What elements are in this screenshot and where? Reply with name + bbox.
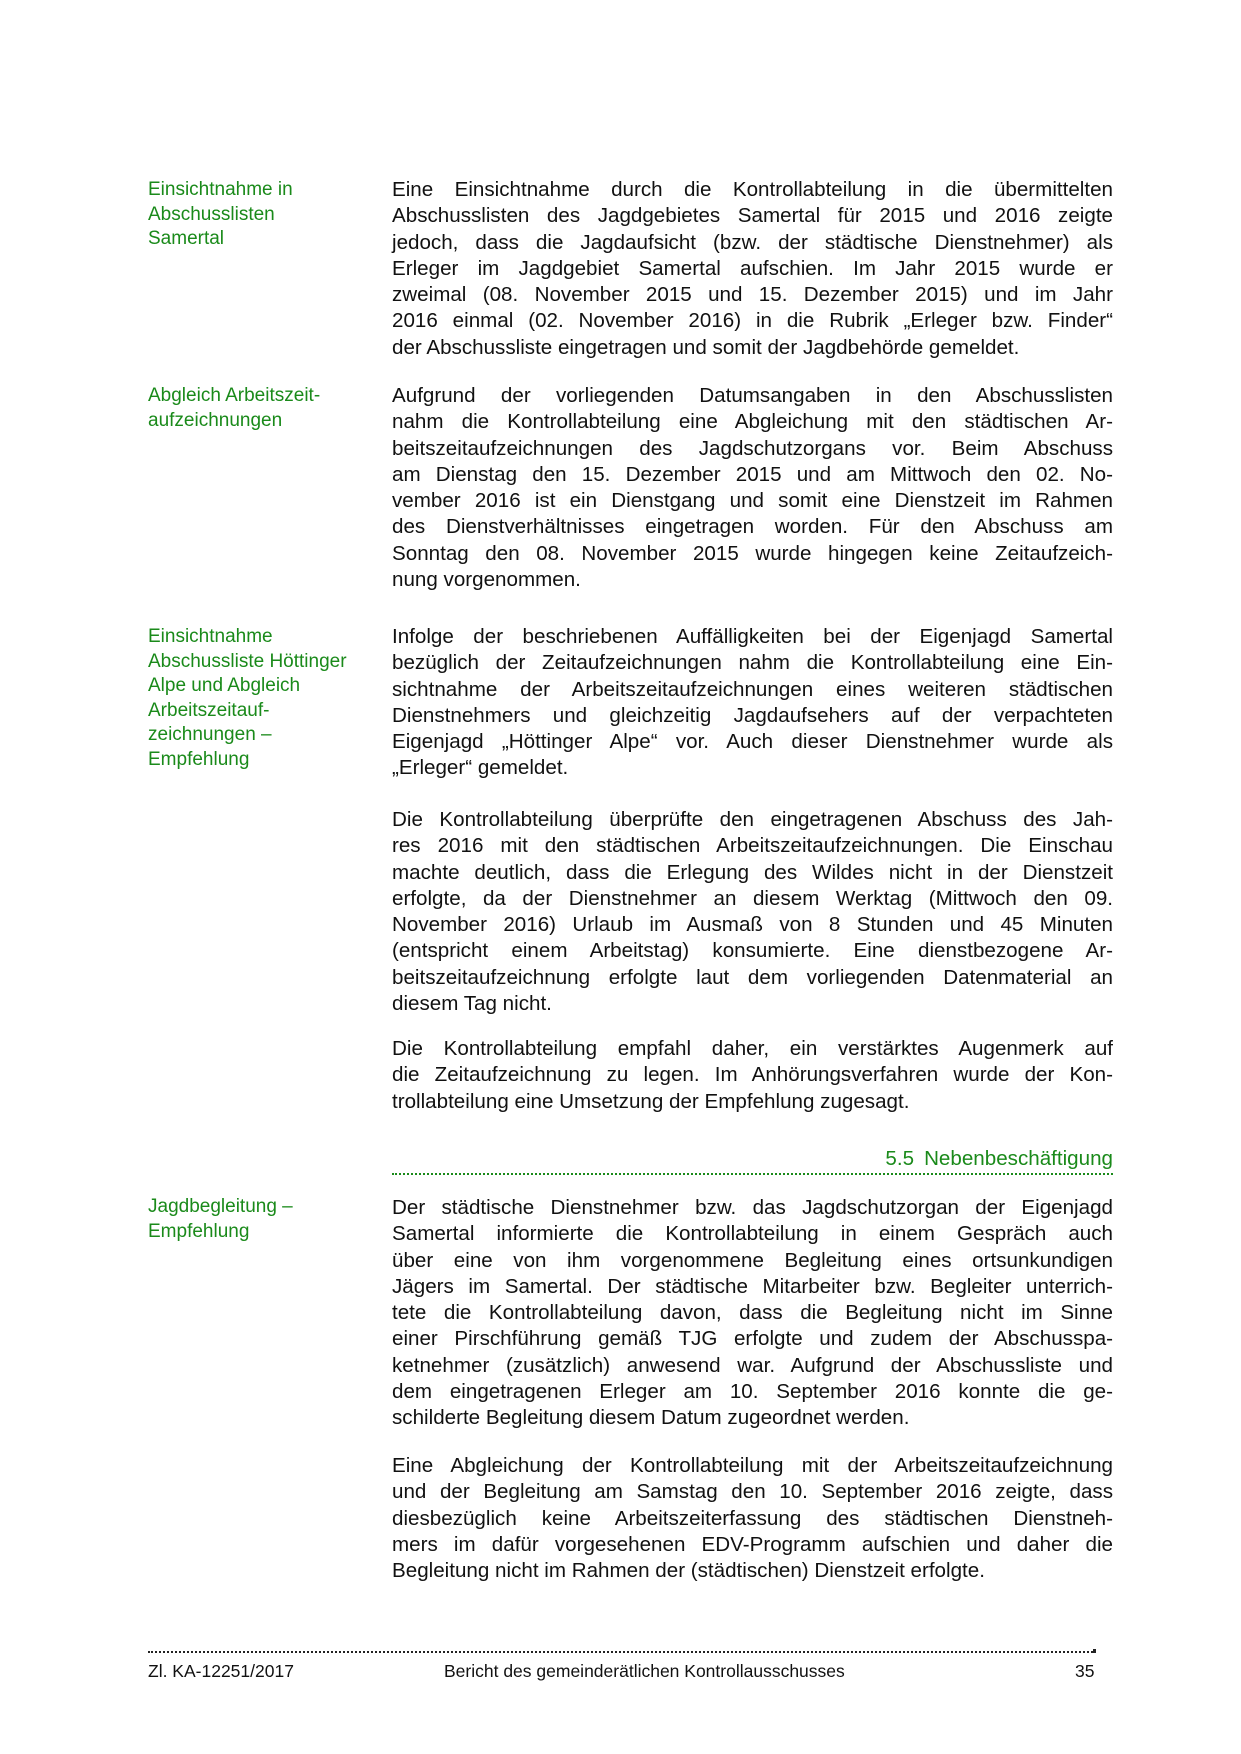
text-line: Die Kontrollabteilung überprüfte den eingetragenen Abschuss des Jah- bbox=[392, 808, 1113, 831]
margin-note-line: Einsichtnahme in bbox=[148, 179, 293, 200]
text-line: vember 2016 ist ein Dienstgang und somit eine Dienstzeit im Rahmen bbox=[392, 489, 1113, 512]
paragraph-abgleich bbox=[392, 383, 1113, 593]
margin-note-abgleich-arbeitszeit bbox=[148, 384, 378, 433]
margin-note-hoettinger-alpe bbox=[148, 625, 378, 772]
paragraph-jagdbegleitung bbox=[392, 1195, 1113, 1431]
text-line: Jägers im Samertal. Der städtische Mitarbeiter bzw. Begleiter unterrich- bbox=[392, 1274, 1113, 1298]
text-line: ketnehmer (zusätzlich) anwesend war. Aufgrund der Abschussliste und bbox=[392, 1353, 1113, 1377]
text-line: schilderte Begleitung diesem Datum zugeordnet werden. bbox=[392, 1406, 910, 1429]
text-line: zweimal (08. November 2015 und 15. Dezember 2015) und im Jahr bbox=[392, 283, 1113, 306]
text-line: diesem Tag nicht. bbox=[392, 991, 552, 1015]
paragraph-abgleichung-begleitung bbox=[392, 1453, 1113, 1584]
section-number: 5.5 bbox=[885, 1147, 915, 1170]
paragraph-hoettinger bbox=[392, 624, 1113, 782]
text-line: mers im dafür vorgesehenen EDV-Programm aufschien und daher die bbox=[392, 1532, 1113, 1556]
text-line: Samertal informierte die Kontrollabteilung in einem Gespräch auch bbox=[392, 1222, 1113, 1246]
text-line: des Dienstverhältnisses eingetragen worden. Für den Abschuss am bbox=[392, 515, 1113, 539]
section-heading-dotted-rule bbox=[392, 1173, 1113, 1175]
text-line: Dienstnehmers und gleichzeitig Jagdaufsehers auf der verpachteten bbox=[392, 703, 1113, 727]
text-line: Begleitung nicht im Rahmen der (städtischen) Dienstzeit erfolgte. bbox=[392, 1559, 985, 1582]
page-number: 35 bbox=[1075, 1661, 1095, 1681]
text-line: 2016 einmal (02. November 2016) in die Rubrik „Erleger bzw. Finder“ bbox=[392, 309, 1113, 333]
margin-note-line: Alpe und Abgleich bbox=[148, 675, 301, 696]
margin-note-jagdbegleitung bbox=[148, 1195, 378, 1244]
footer-rule-end-mark bbox=[1093, 1649, 1096, 1653]
margin-note-line: Abschusslisten bbox=[148, 203, 275, 225]
text-line: machte deutlich, dass die Erlegung des Wildes nicht in der Dienstzeit bbox=[392, 860, 1113, 884]
text-line: beitszeitaufzeichnung erfolgte laut dem vorliegenden Datenmaterial an bbox=[392, 965, 1113, 989]
text-line: trollabteilung eine Umsetzung der Empfehlung zugesagt. bbox=[392, 1089, 910, 1113]
section-heading bbox=[392, 1146, 1113, 1172]
margin-note-einsichtnahme-samertal bbox=[148, 178, 378, 252]
text-line: Der städtische Dienstnehmer bzw. das Jagdschutzorgan der Eigenjagd bbox=[392, 1196, 1113, 1219]
text-line: Die Kontrollabteilung empfahl daher, ein verstärktes Augenmerk auf bbox=[392, 1037, 1113, 1060]
section-title: Nebenbeschäftigung bbox=[924, 1147, 1113, 1170]
text-line: nahm die Kontrollabteilung eine Abgleichung mit den städtischen Ar- bbox=[392, 410, 1113, 434]
text-line: erfolgte, da der Dienstnehmer an diesem Werktag (Mittwoch den 09. bbox=[392, 886, 1113, 910]
text-line: nung vorgenommen. bbox=[392, 567, 581, 591]
text-line: der Abschussliste eingetragen und somit der Jagdbehörde gemeldet. bbox=[392, 335, 1020, 359]
text-line: Eine Einsichtnahme durch die Kontrollabteilung in die übermittelten bbox=[392, 178, 1113, 201]
footer-dotted-rule bbox=[148, 1651, 1096, 1653]
text-line: bezüglich der Zeitaufzeichnungen nahm die Kontrollabteilung eine Ein- bbox=[392, 651, 1113, 675]
text-line: tete die Kontrollabteilung davon, dass die Begleitung nicht im Sinne bbox=[392, 1301, 1113, 1324]
text-line: dem eingetragenen Erleger am 10. September 2016 konnte die ge- bbox=[392, 1379, 1113, 1403]
footer-title: Bericht des gemeinderätlichen Kontrollausschusses bbox=[444, 1661, 845, 1681]
margin-note-line: Jagdbegleitung – bbox=[148, 1196, 293, 1217]
text-line: am Dienstag den 15. Dezember 2015 und am Mittwoch den 02. No- bbox=[392, 462, 1113, 486]
margin-note-line: aufzeichnungen bbox=[148, 409, 283, 431]
text-line: die Zeitaufzeichnung zu legen. Im Anhörungsverfahren wurde der Kon- bbox=[392, 1063, 1113, 1087]
text-line: jedoch, dass die Jagdaufsicht (bzw. der städtische Dienstnehmer) als bbox=[392, 230, 1113, 254]
margin-note-line: Arbeitszeitauf- bbox=[148, 699, 270, 721]
text-line: sichtnahme der Arbeitszeitaufzeichnungen eines weiteren städtischen bbox=[392, 677, 1113, 701]
text-line: über eine von ihm vorgenommene Begleitung eines ortsunkundigen bbox=[392, 1248, 1113, 1272]
text-line: einer Pirschführung gemäß TJG erfolgte und zudem der Abschusspa- bbox=[392, 1327, 1113, 1351]
text-line: diesbezüglich keine Arbeitszeiterfassung des städtischen Dienstneh- bbox=[392, 1506, 1113, 1530]
margin-note-line: Abschussliste Höttinger bbox=[148, 650, 347, 672]
text-line: Sonntag den 08. November 2015 wurde hingegen keine Zeitaufzeich- bbox=[392, 541, 1113, 565]
paragraph-empfehlung bbox=[392, 1036, 1113, 1115]
text-line: Erleger im Jagdgebiet Samertal aufschien. Im Jahr 2015 wurde er bbox=[392, 256, 1113, 280]
paragraph-ueberpruefung bbox=[392, 807, 1113, 1017]
margin-note-line: Abgleich Arbeitszeit- bbox=[148, 385, 321, 406]
text-line: Eigenjagd „Höttinger Alpe“ vor. Auch dieser Dienstnehmer wurde als bbox=[392, 730, 1113, 753]
text-line: res 2016 mit den städtischen Arbeitszeitaufzeichnungen. Die Einschau bbox=[392, 834, 1113, 858]
margin-note-line: Empfehlung bbox=[148, 1220, 250, 1242]
text-line: beitszeitaufzeichnungen des Jagdschutzorgans vor. Beim Abschuss bbox=[392, 436, 1113, 460]
text-line: „Erleger“ gemeldet. bbox=[392, 756, 569, 780]
text-line: und der Begleitung am Samstag den 10. September 2016 zeigte, dass bbox=[392, 1480, 1113, 1504]
text-line: (entspricht einem Arbeitstag) konsumierte. Eine dienstbezogene Ar- bbox=[392, 939, 1113, 963]
text-line: Aufgrund der vorliegenden Datumsangaben in den Abschusslisten bbox=[392, 384, 1113, 407]
text-line: Abschusslisten des Jagdgebietes Samertal für 2015 und 2016 zeigte bbox=[392, 204, 1113, 228]
margin-note-line: Samertal bbox=[148, 228, 225, 249]
margin-note-line: Empfehlung bbox=[148, 748, 250, 770]
paragraph-einsichtnahme bbox=[392, 177, 1113, 361]
text-line: November 2016) Urlaub im Ausmaß von 8 Stunden und 45 Minuten bbox=[392, 913, 1113, 936]
footer-reference: Zl. KA-12251/2017 bbox=[148, 1661, 294, 1681]
text-line: Infolge der beschriebenen Auffälligkeiten bei der Eigenjagd Samertal bbox=[392, 625, 1113, 648]
margin-note-line: Einsichtnahme bbox=[148, 626, 273, 647]
text-line: Eine Abgleichung der Kontrollabteilung mit der Arbeitszeitaufzeichnung bbox=[392, 1454, 1113, 1477]
margin-note-line: zeichnungen – bbox=[148, 724, 272, 745]
